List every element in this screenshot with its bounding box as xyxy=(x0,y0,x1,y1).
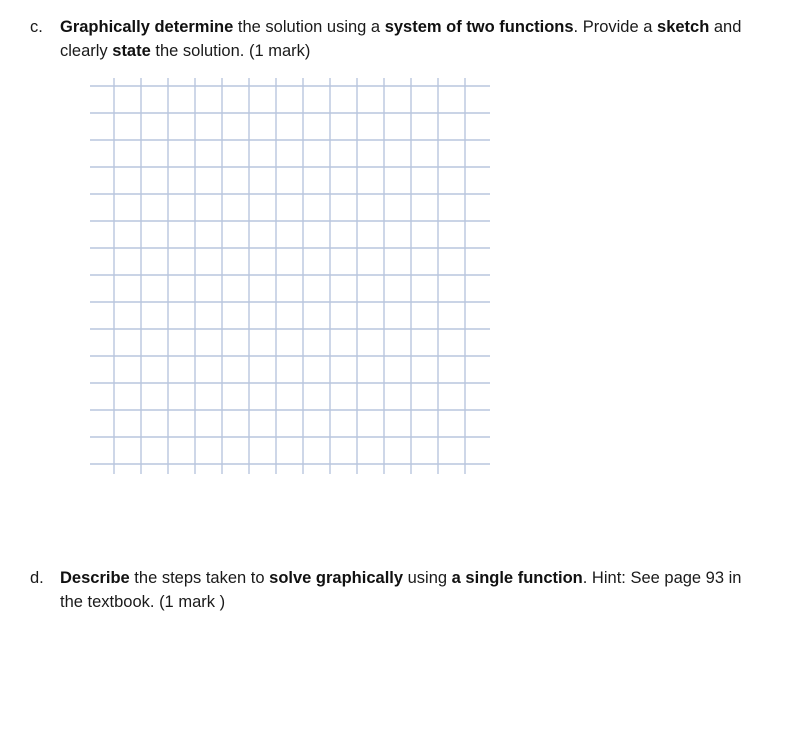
question-d-segment: a single function xyxy=(451,569,583,587)
question-d-segment: using xyxy=(403,569,452,587)
question-d-segment: . Hint: See page 93 in the textbook. (1 mark ) xyxy=(60,569,742,611)
question-c-segment: the solution. (1 mark) xyxy=(150,42,311,60)
question-d-segment: solve graphically xyxy=(269,569,404,587)
question-c-segment: state xyxy=(112,42,151,60)
question-d-marker: d. xyxy=(30,569,44,587)
question-c-segment: . Provide a xyxy=(573,18,658,36)
question-d-segment: Describe xyxy=(60,569,130,587)
question-d xyxy=(0,566,788,614)
question-c-segment: system of two functions xyxy=(384,18,574,36)
graph-paper-svg xyxy=(90,76,490,476)
question-c-segment: Graphically determine xyxy=(60,18,234,36)
question-c-segment: sketch xyxy=(657,18,710,36)
question-c-segment: the solution using a xyxy=(233,18,385,36)
question-c-segment: and clearly xyxy=(60,18,742,60)
question-c-text xyxy=(60,15,760,63)
question-d-text xyxy=(60,566,760,614)
question-d-segment: the steps taken to xyxy=(129,569,270,587)
graph-paper-grid[interactable] xyxy=(90,76,490,476)
question-c xyxy=(0,15,788,63)
question-c-marker: c. xyxy=(30,18,43,36)
